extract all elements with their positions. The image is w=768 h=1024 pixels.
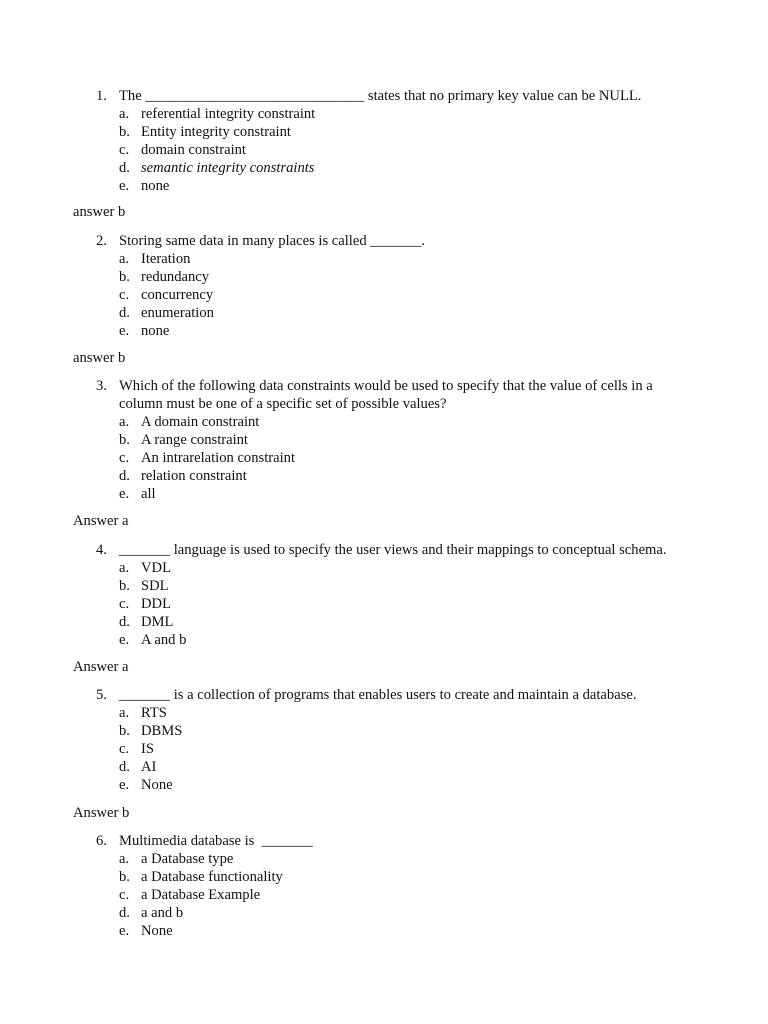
option-letter: b. <box>119 578 130 594</box>
question-number: 1. <box>96 88 107 104</box>
question-2 <box>0 232 768 340</box>
option-letter: a. <box>119 705 130 721</box>
option-letter: b. <box>119 124 130 140</box>
option-text: DBMS <box>141 723 183 739</box>
option-text: None <box>141 777 173 793</box>
option-text: None <box>141 923 173 939</box>
option-text: A and b <box>141 632 187 648</box>
option-text: Entity integrity constraint <box>141 124 291 140</box>
option-letter: d. <box>119 468 130 484</box>
question-number: 2. <box>96 233 107 249</box>
option-item <box>0 467 768 485</box>
option-letter: b. <box>119 869 130 885</box>
option-item <box>0 886 768 904</box>
option-text: An intrarelation constraint <box>141 450 295 466</box>
option-item <box>0 159 768 177</box>
option-letter: e. <box>119 923 130 939</box>
question-text-continued: column must be one of a specific set of possible values? <box>119 396 447 412</box>
option-item <box>0 922 768 940</box>
question-text: Multimedia database is _______ <box>119 833 313 849</box>
option-text: A domain constraint <box>141 414 260 430</box>
option-letter: a. <box>119 560 130 576</box>
option-item <box>0 304 768 322</box>
option-text: enumeration <box>141 305 214 321</box>
option-letter: d. <box>119 305 130 321</box>
option-item <box>0 577 768 595</box>
question-text: Which of the following data constraints would be used to specify that the value of cells in a <box>119 378 653 394</box>
option-letter: e. <box>119 486 130 502</box>
option-text: A range constraint <box>141 432 248 448</box>
option-text: a and b <box>141 905 184 921</box>
option-item <box>0 141 768 159</box>
answer-label: answer b <box>73 350 126 366</box>
option-item <box>0 485 768 503</box>
option-item <box>0 776 768 794</box>
option-text: AI <box>141 759 157 775</box>
question-number: 5. <box>96 687 107 703</box>
option-letter: a. <box>119 414 130 430</box>
option-item <box>0 250 768 268</box>
option-letter: a. <box>119 251 130 267</box>
option-item <box>0 105 768 123</box>
question-3 <box>0 377 768 503</box>
question-number: 6. <box>96 833 107 849</box>
option-letter: c. <box>119 596 130 612</box>
option-item <box>0 740 768 758</box>
option-item <box>0 595 768 613</box>
option-text: all <box>141 486 156 502</box>
option-letter: d. <box>119 614 130 630</box>
question-text: _______ language is used to specify the user views and their mappings to conceptual schema. <box>119 542 667 558</box>
option-text: none <box>141 323 170 339</box>
option-letter: e. <box>119 178 130 194</box>
option-item <box>0 322 768 340</box>
option-item <box>0 449 768 467</box>
question-number: 4. <box>96 542 107 558</box>
answer-label: Answer a <box>73 513 129 529</box>
option-text: referential integrity constraint <box>141 106 316 122</box>
option-letter: c. <box>119 887 130 903</box>
answer-label: answer b <box>73 204 126 220</box>
option-item <box>0 904 768 922</box>
option-item <box>0 268 768 286</box>
answer-label: Answer b <box>73 805 130 821</box>
question-number: 3. <box>96 378 107 394</box>
option-letter: d. <box>119 905 130 921</box>
option-item <box>0 868 768 886</box>
option-item <box>0 286 768 304</box>
option-letter: b. <box>119 432 130 448</box>
option-text: RTS <box>141 705 167 721</box>
option-text: a Database Example <box>141 887 261 903</box>
question-1 <box>0 87 768 195</box>
question-text: _______ is a collection of programs that enables users to create and maintain a database. <box>119 687 637 703</box>
option-item <box>0 631 768 649</box>
option-letter: c. <box>119 741 130 757</box>
option-item <box>0 704 768 722</box>
option-text: Iteration <box>141 251 191 267</box>
option-letter: e. <box>119 777 130 793</box>
question-5 <box>0 686 768 794</box>
question-6 <box>0 832 768 940</box>
option-item <box>0 850 768 868</box>
option-item <box>0 758 768 776</box>
option-text: redundancy <box>141 269 210 285</box>
option-text: semantic integrity constraints <box>141 160 315 176</box>
question-text: Storing same data in many places is called _______. <box>119 233 425 249</box>
option-letter: d. <box>119 160 130 176</box>
option-text: a Database functionality <box>141 869 283 885</box>
question-4 <box>0 541 768 649</box>
option-text: DDL <box>141 596 171 612</box>
answer-label: Answer a <box>73 659 129 675</box>
option-letter: a. <box>119 851 130 867</box>
option-text: VDL <box>141 560 171 576</box>
option-text: DML <box>141 614 174 630</box>
option-text: domain constraint <box>141 142 246 158</box>
option-item <box>0 431 768 449</box>
option-letter: b. <box>119 723 130 739</box>
option-text: a Database type <box>141 851 234 867</box>
option-letter: c. <box>119 450 130 466</box>
option-letter: b. <box>119 269 130 285</box>
option-item <box>0 559 768 577</box>
option-letter: c. <box>119 287 130 303</box>
option-letter: a. <box>119 106 130 122</box>
option-item <box>0 123 768 141</box>
option-letter: d. <box>119 759 130 775</box>
option-text: SDL <box>141 578 169 594</box>
option-letter: e. <box>119 632 130 648</box>
option-text: concurrency <box>141 287 214 303</box>
option-letter: c. <box>119 142 130 158</box>
option-item <box>0 613 768 631</box>
option-item <box>0 177 768 195</box>
option-item <box>0 722 768 740</box>
option-text: IS <box>141 741 154 757</box>
option-text: none <box>141 178 170 194</box>
option-text: relation constraint <box>141 468 247 484</box>
option-letter: e. <box>119 323 130 339</box>
option-item <box>0 413 768 431</box>
question-text: The ______________________________ states that no primary key value can be NULL. <box>119 88 642 104</box>
